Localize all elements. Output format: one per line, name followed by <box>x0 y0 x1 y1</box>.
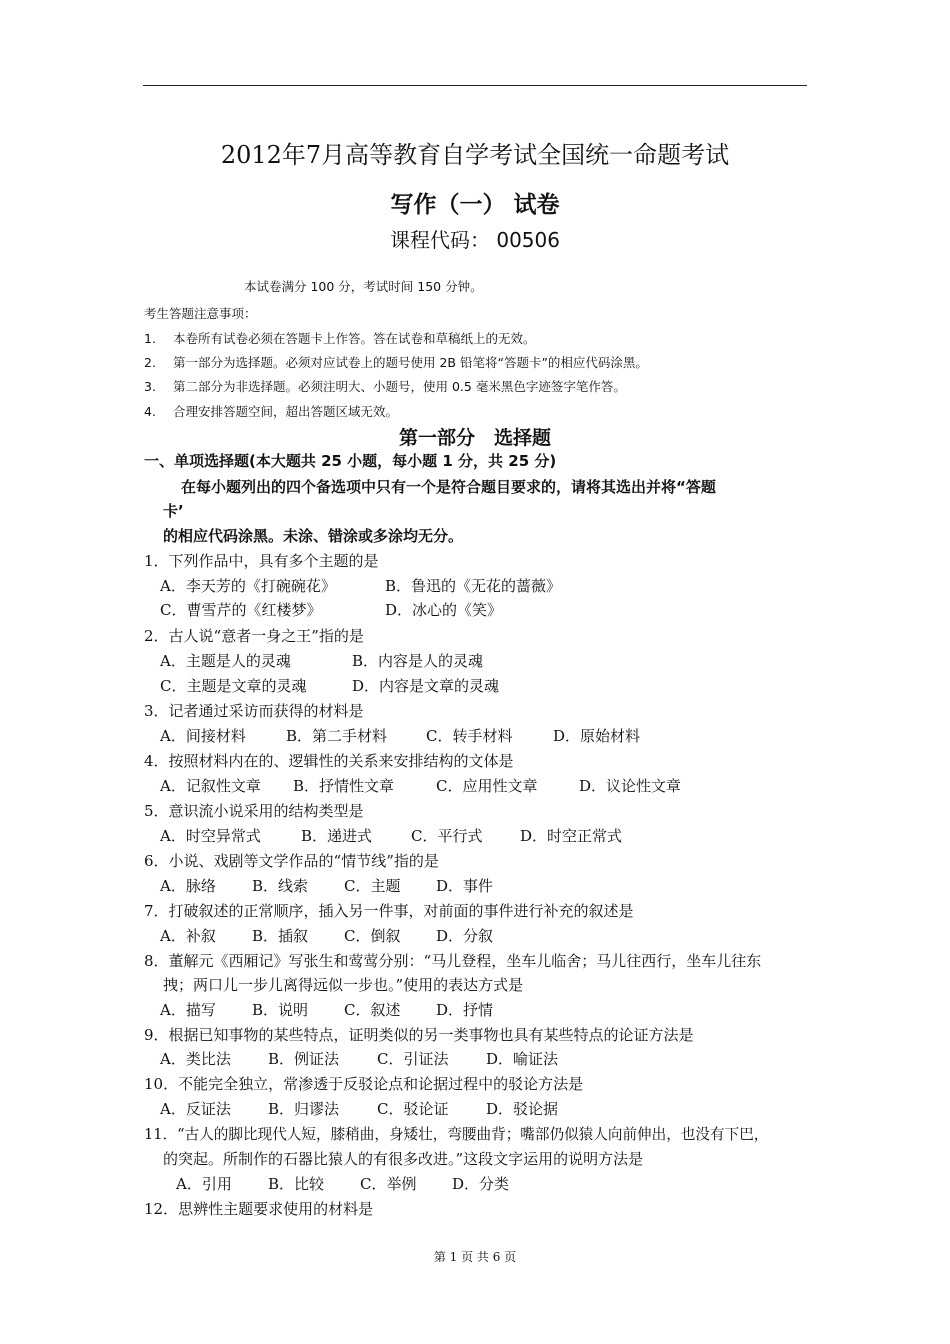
question-stem: 1．下列作品中，具有多个主题的是 <box>144 552 379 570</box>
option: A．反证法 <box>160 1100 231 1118</box>
option: C．平行式 <box>411 827 483 845</box>
option: B．内容是人的灵魂 <box>352 652 484 670</box>
option: C．引证法 <box>377 1050 449 1068</box>
option: D．议论性文章 <box>579 777 682 795</box>
page-footer: 第 1 页 共 6 页 <box>433 1250 517 1264</box>
option-row <box>160 925 493 946</box>
option: C．举例 <box>360 1175 417 1193</box>
option: D．原始材料 <box>553 727 641 745</box>
note-text: 第二部分为非选择题。必须注明大、小题号，使用 0.5 毫米黑色字迹签字笔作答。 <box>173 379 626 394</box>
option: D．时空正常式 <box>520 827 623 845</box>
note-text: 第一部分为选择题。必须对应试卷上的题号使用 2B 铅笔将“答题卡”的相应代码涂黑。 <box>173 355 648 370</box>
option-row <box>160 775 681 796</box>
option: A．补叙 <box>160 927 216 945</box>
option: B．比较 <box>268 1175 325 1193</box>
note-number: 1. <box>144 331 156 346</box>
option: C．驳论证 <box>377 1100 449 1118</box>
question-stem: 8．董解元《西厢记》写张生和莺莺分别：“马儿登程，坐车儿临舍；马儿往西行，坐车儿往东 <box>144 952 762 970</box>
option: D．驳论据 <box>486 1100 559 1118</box>
option: A．时空异常式 <box>160 827 261 845</box>
question-stem: 6．小说、戏剧等文学作品的“情节线”指的是 <box>144 852 439 870</box>
option: C．主题 <box>344 877 401 895</box>
question-stem: 5．意识流小说采用的结构类型是 <box>144 802 364 820</box>
part1-heading: 第一部分 选择题 <box>398 427 551 449</box>
option: B．归谬法 <box>268 1100 340 1118</box>
option-row <box>160 599 502 620</box>
option-row <box>160 650 483 671</box>
option: B．鲁迅的《无花的蔷薇》 <box>385 577 562 595</box>
option-row <box>160 575 561 596</box>
option: A．引用 <box>176 1175 232 1193</box>
option: A．描写 <box>160 1001 216 1019</box>
note-number: 4. <box>144 404 156 419</box>
option-row <box>160 675 499 696</box>
note-item <box>144 402 398 420</box>
option: D．分类 <box>452 1175 510 1193</box>
option: C．倒叙 <box>344 927 401 945</box>
question-stem: 10．不能完全独立，常渗透于反驳论点和论据过程中的驳论方法是 <box>144 1075 584 1093</box>
instruction-line: 在每小题列出的四个备选项中只有一个是符合题目要求的，请将其选出并将“答题 <box>181 478 716 496</box>
header-rule <box>143 85 807 86</box>
option: C．曹雪芹的《红楼梦》 <box>160 601 322 619</box>
note-item <box>144 353 648 371</box>
option: C．应用性文章 <box>436 777 538 795</box>
score-time-info: 本试卷满分 100 分，考试时间 150 分钟。 <box>244 279 483 294</box>
option: A．类比法 <box>160 1050 231 1068</box>
note-item <box>144 329 536 347</box>
instruction-line: 的相应代码涂黑。未涂、错涂或多涂均无分。 <box>163 527 464 545</box>
question-stem: 11．“古人的脚比现代人短，膝稍曲，身矮壮，弯腰曲背；嘴部仍似猿人向前伸出，也没有下巴， <box>144 1126 769 1143</box>
question-stem-continued: 的突起。所制作的石器比猿人的有很多改进。”这段文字运用的说明方法是 <box>163 1150 644 1168</box>
note-number: 3. <box>144 379 156 394</box>
option: A．主题是人的灵魂 <box>160 652 291 670</box>
option: D．分叙 <box>436 927 494 945</box>
option: B．第二手材料 <box>286 727 388 745</box>
option: B．例证法 <box>268 1050 340 1068</box>
question-stem: 4．按照材料内在的、逻辑性的关系来安排结构的文体是 <box>144 752 514 770</box>
note-text: 合理安排答题空间，超出答题区域无效。 <box>173 404 399 419</box>
question-stem-continued: 拽；两口儿一步儿离得远似一步也。”使用的表达方式是 <box>163 976 524 994</box>
option: B．线索 <box>252 877 309 895</box>
note-number: 2. <box>144 355 156 370</box>
question-stem: 2．古人说“意者一身之王”指的是 <box>144 627 364 645</box>
option: C．转手材料 <box>426 727 513 745</box>
option-row <box>160 825 622 846</box>
note-item <box>144 377 626 395</box>
option: B．抒情性文章 <box>293 777 395 795</box>
option-row <box>160 875 493 896</box>
option: C．主题是文章的灵魂 <box>160 677 307 695</box>
exam-title: 2012年7月高等教育自学考试全国统一命题考试 <box>220 141 730 169</box>
option-row <box>160 1048 558 1069</box>
option: D．喻证法 <box>486 1050 559 1068</box>
option: B．递进式 <box>301 827 373 845</box>
option: B．说明 <box>252 1001 309 1019</box>
option-row <box>176 1173 509 1194</box>
option-row <box>160 725 640 746</box>
section-title: 一、单项选择题(本大题共 25 小题，每小题 1 分，共 25 分) <box>144 452 557 470</box>
option-row <box>160 1098 558 1119</box>
option: D．事件 <box>436 877 494 895</box>
course-code: 课程代码： 00506 <box>390 228 560 252</box>
question-stem: 12．思辨性主题要求使用的材料是 <box>144 1200 374 1218</box>
question-stem: 7．打破叙述的正常顺序，插入另一件事，对前面的事件进行补充的叙述是 <box>144 902 634 920</box>
option: D．冰心的《笑》 <box>385 601 503 619</box>
question-stem: 3．记者通过采访而获得的材料是 <box>144 702 364 720</box>
option: A．李天芳的《打碗碗花》 <box>160 577 336 595</box>
option: D．内容是文章的灵魂 <box>352 677 500 695</box>
option: A．记叙性文章 <box>160 777 261 795</box>
option-row <box>160 999 493 1020</box>
paper-subtitle: 写作（一） 试卷 <box>390 192 560 218</box>
option: B．插叙 <box>252 927 309 945</box>
question-stem: 9．根据已知事物的某些特点，证明类似的另一类事物也具有某些特点的论证方法是 <box>144 1026 694 1044</box>
option: A．间接材料 <box>160 727 246 745</box>
option: D．抒情 <box>436 1001 494 1019</box>
note-text: 本卷所有试卷必须在答题卡上作答。答在试卷和草稿纸上的无效。 <box>173 331 536 346</box>
notes-heading: 考生答题注意事项： <box>144 306 257 321</box>
instruction-line: 卡’ <box>163 502 184 520</box>
option: A．脉络 <box>160 877 216 895</box>
option: C．叙述 <box>344 1001 401 1019</box>
